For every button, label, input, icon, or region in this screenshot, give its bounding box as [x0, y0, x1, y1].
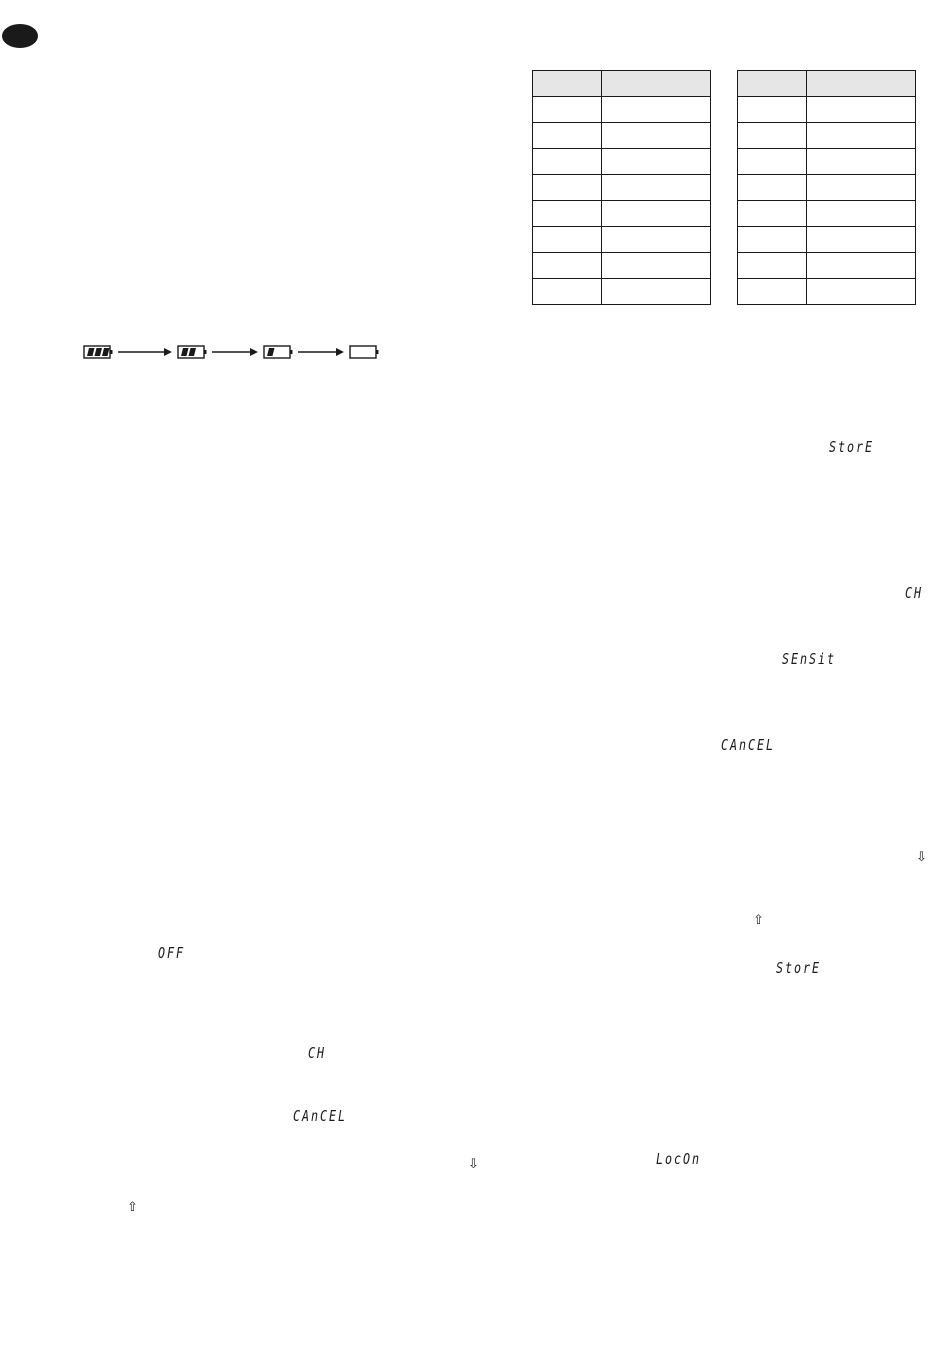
table-cell — [533, 71, 602, 97]
table-row — [738, 227, 916, 253]
battery-full-icon — [84, 346, 113, 358]
lcd-lockon-label: LocOn — [656, 1150, 701, 1168]
table-row — [738, 97, 916, 123]
table-cell — [807, 227, 916, 253]
table-cell — [602, 227, 711, 253]
battery-level-sequence — [82, 343, 382, 363]
table-row — [738, 201, 916, 227]
table-header-row — [533, 71, 711, 97]
table-row — [533, 149, 711, 175]
lcd-sensit-label: SEnSit — [782, 650, 836, 668]
table-cell — [602, 279, 711, 305]
table-cell — [807, 123, 916, 149]
table-cell — [602, 71, 711, 97]
table-row — [533, 97, 711, 123]
table-cell — [602, 97, 711, 123]
table-cell — [533, 97, 602, 123]
table-cell — [533, 253, 602, 279]
table-row — [738, 123, 916, 149]
table-right-body — [738, 71, 916, 305]
lcd-ch-label-2: CH — [308, 1044, 326, 1062]
table-row — [738, 175, 916, 201]
table-cell — [738, 97, 807, 123]
table-cell — [602, 201, 711, 227]
table-cell — [807, 97, 916, 123]
lcd-ch-label: CH — [905, 584, 923, 602]
battery-one-third-icon — [264, 346, 293, 358]
lcd-cancel-label: CAnCEL — [721, 736, 775, 754]
table-cell — [738, 175, 807, 201]
table-cell — [738, 279, 807, 305]
lcd-cancel-label-2: CAnCEL — [293, 1107, 347, 1125]
table-cell — [533, 175, 602, 201]
arrow-right-icon — [298, 348, 344, 356]
table-row — [738, 253, 916, 279]
arrow-right-icon — [212, 348, 258, 356]
table-row — [533, 175, 711, 201]
table-cell — [602, 175, 711, 201]
table-cell — [807, 201, 916, 227]
table-header-row — [738, 71, 916, 97]
table-cell — [738, 123, 807, 149]
table-row — [738, 149, 916, 175]
arrow-up-icon: ⇧ — [753, 913, 764, 928]
arrow-down-icon-2: ⇩ — [468, 1157, 479, 1172]
table-cell — [533, 227, 602, 253]
arrow-right-icon — [118, 348, 172, 356]
table-cell — [738, 149, 807, 175]
table-cell — [738, 71, 807, 97]
table-row — [533, 123, 711, 149]
settings-table-left — [532, 70, 711, 305]
table-cell — [738, 253, 807, 279]
lcd-store-label-2: StorE — [776, 959, 821, 977]
table-row — [533, 279, 711, 305]
table-row — [533, 253, 711, 279]
table-cell — [533, 149, 602, 175]
battery-two-thirds-icon — [178, 346, 207, 358]
table-cell — [807, 279, 916, 305]
table-cell — [807, 175, 916, 201]
language-marker — [2, 24, 38, 48]
table-left-body — [533, 71, 711, 305]
lcd-off-label: OFF — [158, 944, 185, 962]
table-cell — [602, 253, 711, 279]
settings-table-right — [737, 70, 916, 305]
table-cell — [738, 227, 807, 253]
table-cell — [738, 201, 807, 227]
table-row — [533, 201, 711, 227]
table-row — [738, 279, 916, 305]
lcd-store-label: StorE — [829, 438, 874, 456]
table-cell — [807, 71, 916, 97]
table-cell — [807, 253, 916, 279]
arrow-up-icon-2: ⇧ — [127, 1200, 138, 1215]
table-row — [533, 227, 711, 253]
battery-empty-icon — [350, 346, 379, 358]
table-cell — [533, 279, 602, 305]
arrow-down-icon: ⇩ — [916, 850, 927, 865]
table-cell — [533, 123, 602, 149]
table-cell — [602, 123, 711, 149]
table-cell — [807, 149, 916, 175]
table-cell — [602, 149, 711, 175]
table-cell — [533, 201, 602, 227]
